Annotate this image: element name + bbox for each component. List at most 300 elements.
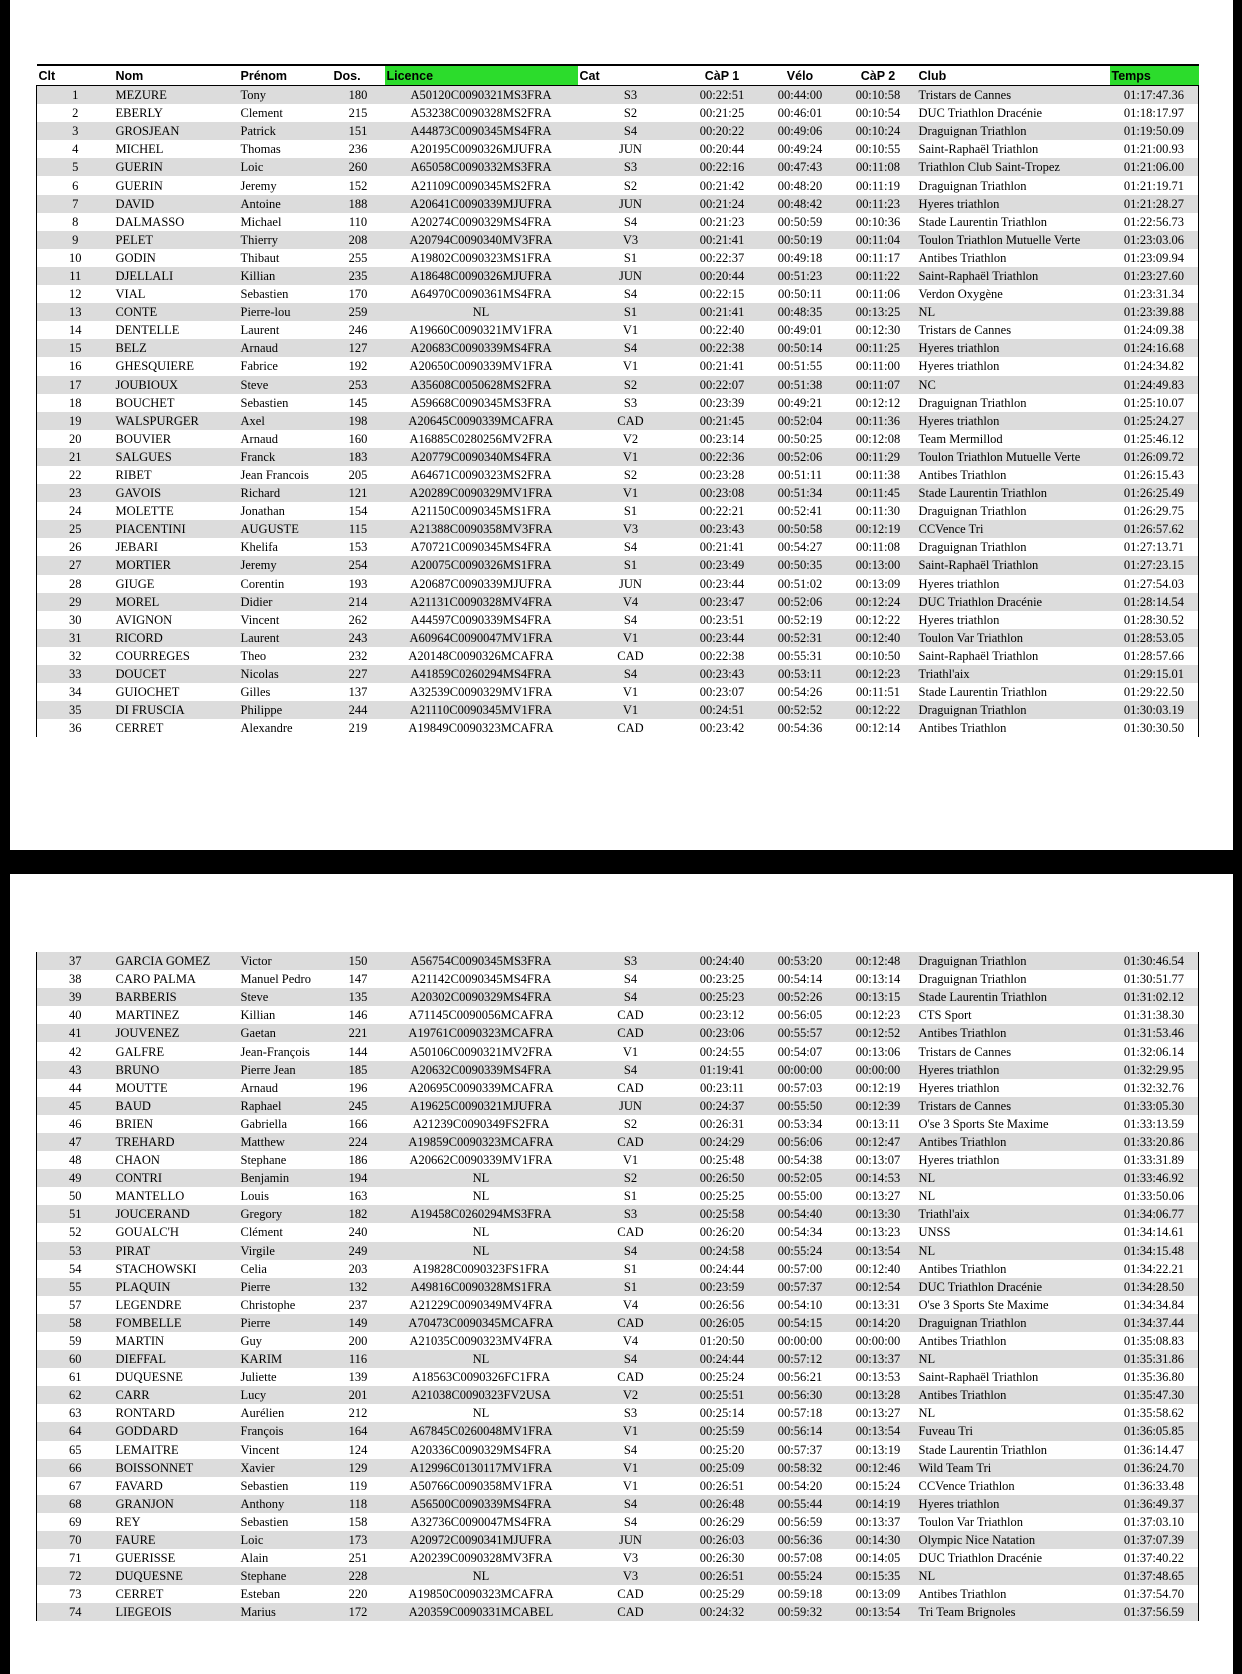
results-table-2 [36, 952, 1199, 1621]
club-cell: DUC Triathlon Dracénie [917, 593, 1110, 611]
lastname-cell: PLAQUIN [114, 1278, 239, 1296]
run2-cell: 00:13:54 [840, 1603, 917, 1621]
rank-cell: 59 [37, 1332, 114, 1350]
licence-cell: A20195C0090326MJUFRA [410, 142, 552, 157]
run2-cell: 00:11:23 [840, 195, 917, 213]
rank-cell: 41 [37, 1024, 114, 1042]
bib-cell: 194 [332, 1169, 385, 1187]
firstname-cell: Loic [239, 1531, 332, 1549]
lastname-cell: FAURE [114, 1531, 239, 1549]
lastname-cell: CHAON [115, 1153, 160, 1168]
licence-cell: A18563C0090326FC1FRA [411, 1370, 551, 1385]
bike-cell: 00:57:18 [777, 1406, 823, 1421]
bib-cell: 243 [332, 629, 385, 647]
rank-cell: 21 [37, 448, 114, 466]
rank-cell: 57 [37, 1296, 114, 1314]
firstname-cell: Theo [240, 648, 267, 663]
run1-cell: 00:25:51 [684, 1386, 761, 1404]
category-cell: S3 [578, 158, 684, 176]
firstname-cell: Alain [240, 1551, 269, 1566]
licence-cell: A20687C0090339MJUFRA [410, 576, 552, 591]
rank-cell: 25 [37, 520, 114, 538]
run1-cell: 00:21:23 [699, 214, 745, 229]
club-cell: Antibes Triathlon [917, 1133, 1110, 1151]
run1-cell: 00:23:11 [700, 1080, 744, 1095]
run1-cell: 00:21:25 [699, 106, 745, 121]
run1-cell: 00:24:55 [699, 1044, 745, 1059]
category-cell: S1 [623, 250, 638, 265]
lastname-cell: MARTINEZ [115, 1008, 180, 1023]
results-body-2 [37, 952, 1199, 1621]
category-cell: V1 [622, 1153, 639, 1168]
run1-cell: 00:21:42 [699, 178, 745, 193]
firstname-cell: Didier [239, 593, 332, 611]
lastname-cell: GARCIA GOMEZ [114, 952, 239, 970]
bike-cell: 00:54:07 [777, 1044, 823, 1059]
run2-cell: 00:13:27 [855, 1189, 901, 1204]
time-cell: 01:26:09.72 [1110, 448, 1199, 466]
club-cell: Draguignan Triathlon [918, 504, 1027, 519]
run1-cell: 00:21:45 [684, 412, 761, 430]
run1-cell: 00:26:05 [684, 1314, 761, 1332]
category-cell: S4 [578, 1495, 684, 1513]
bib-cell: 182 [332, 1205, 385, 1223]
licence-cell: A21229C0090349MV4FRA [409, 1297, 553, 1312]
firstname-cell: Axel [239, 412, 332, 430]
bib-cell: 160 [348, 431, 368, 446]
club-cell: DUC Triathlon Dracénie [918, 1551, 1043, 1566]
club-cell: Stade Laurentin Triathlon [918, 685, 1047, 700]
lastname-cell: BARBERIS [114, 988, 239, 1006]
bib-cell: 146 [348, 1008, 368, 1023]
time-cell: 01:35:08.83 [1110, 1332, 1199, 1350]
licence-cell: A12996C0130117MV1FRA [385, 1459, 578, 1477]
bib-cell: 224 [332, 1133, 385, 1151]
lastname-cell: GUERIN [115, 178, 163, 193]
rank-cell: 29 [37, 593, 114, 611]
table-row [37, 556, 1199, 574]
bib-cell: 139 [348, 1370, 368, 1385]
table-row [37, 1585, 1199, 1603]
run2-cell: 00:13:54 [840, 1422, 917, 1440]
club-cell: Stade Laurentin Triathlon [918, 1442, 1047, 1457]
table-row [37, 1006, 1199, 1024]
category-cell: V1 [622, 323, 639, 338]
bike-cell: 00:47:43 [761, 158, 840, 176]
run2-cell: 00:13:54 [840, 1242, 917, 1260]
category-cell: CAD [617, 1225, 644, 1240]
lastname-cell: JOUBIOUX [114, 376, 239, 394]
run1-cell: 01:20:50 [699, 1334, 745, 1349]
category-cell: CAD [578, 1603, 684, 1621]
lastname-cell: JEBARI [115, 540, 158, 555]
table-row [37, 1549, 1199, 1567]
firstname-cell: Fabrice [240, 359, 278, 374]
club-cell: Draguignan Triathlon [918, 178, 1027, 193]
club-cell: Saint-Raphaël Triathlon [918, 142, 1039, 157]
header-row [37, 65, 1199, 86]
licence-cell: A18648C0090326MJUFRA [385, 267, 578, 285]
firstname-cell: Louis [240, 1189, 269, 1204]
lastname-cell: GODDARD [114, 1422, 239, 1440]
club-cell: Hyeres triathlon [917, 412, 1110, 430]
rank-cell: 66 [37, 1459, 114, 1477]
bike-cell: 00:52:52 [761, 701, 840, 719]
time-cell: 01:27:13.71 [1110, 538, 1199, 556]
time-cell: 01:19:50.09 [1110, 122, 1199, 140]
table-row [37, 1386, 1199, 1404]
run1-cell: 00:24:40 [684, 952, 761, 970]
lastname-cell: DIEFFAL [114, 1350, 239, 1368]
club-cell: Draguignan Triathlon [917, 952, 1110, 970]
bib-cell: 186 [348, 1153, 368, 1168]
run1-cell: 00:25:58 [684, 1205, 761, 1223]
licence-cell: A65058C0090332MS3FRA [385, 158, 578, 176]
category-cell: V1 [622, 1044, 639, 1059]
time-cell: 01:26:15.43 [1110, 466, 1199, 484]
club-cell: Triathl'aix [917, 665, 1110, 683]
rank-cell: 24 [37, 502, 114, 520]
firstname-cell: Thierry [239, 231, 332, 249]
club-cell: Triathlon Club Saint-Tropez [917, 158, 1110, 176]
bike-cell: 00:57:03 [777, 1080, 823, 1095]
table-row [37, 1459, 1199, 1477]
run1-cell: 00:25:14 [699, 1406, 745, 1421]
club-cell: DUC Triathlon Dracénie [918, 106, 1043, 121]
table-row [37, 593, 1199, 611]
rank-cell: 74 [37, 1603, 114, 1621]
table-row [37, 1350, 1199, 1368]
rank-cell: 72 [37, 1567, 114, 1585]
lastname-cell: MEZURE [114, 86, 239, 105]
run2-cell: 00:13:25 [840, 303, 917, 321]
run2-cell: 00:10:55 [855, 142, 901, 157]
run1-cell: 00:20:22 [684, 122, 761, 140]
right-border [1233, 0, 1242, 1674]
bib-cell: 163 [348, 1189, 368, 1204]
run1-cell: 00:22:40 [699, 323, 745, 338]
time-cell: 01:34:06.77 [1110, 1205, 1199, 1223]
bike-cell: 00:44:00 [761, 86, 840, 105]
run2-cell: 00:11:29 [840, 448, 917, 466]
club-cell: Antibes Triathlon [918, 721, 1007, 736]
table-row [37, 412, 1199, 430]
time-cell: 01:37:03.10 [1110, 1513, 1199, 1531]
time-cell: 01:32:29.95 [1110, 1061, 1199, 1079]
firstname-cell: Nicolas [239, 665, 332, 683]
run1-cell: 01:19:41 [684, 1061, 761, 1079]
bike-cell: 00:51:02 [777, 576, 823, 591]
licence-cell: A19761C0090323MCAFRA [385, 1024, 578, 1042]
time-cell: 01:35:31.86 [1110, 1350, 1199, 1368]
table-row [37, 970, 1199, 988]
run1-cell: 00:25:20 [699, 1442, 745, 1457]
firstname-cell: Vincent [240, 612, 280, 627]
rank-cell: 4 [37, 140, 114, 158]
rank-cell: 23 [37, 484, 114, 502]
firstname-cell: Stephane [240, 1153, 287, 1168]
rank-cell: 11 [37, 267, 114, 285]
bike-cell: 00:50:11 [778, 287, 822, 302]
firstname-cell: Pierre-lou [239, 303, 332, 321]
bib-cell: 255 [348, 250, 368, 265]
run2-cell: 00:12:30 [855, 323, 901, 338]
table-row [37, 1513, 1199, 1531]
table-row [37, 611, 1199, 629]
bike-cell: 00:54:36 [777, 721, 823, 736]
category-cell: JUN [578, 195, 684, 213]
club-cell: Hyeres triathlon [918, 359, 1000, 374]
bib-cell: 110 [348, 214, 368, 229]
rank-cell: 38 [37, 970, 114, 988]
run2-cell: 00:10:58 [840, 86, 917, 105]
bike-cell: 00:52:06 [761, 593, 840, 611]
run1-cell: 00:25:59 [684, 1422, 761, 1440]
run1-cell: 00:25:23 [684, 988, 761, 1006]
bike-cell: 00:54:20 [777, 1478, 823, 1493]
licence-cell: A21131C0090328MV4FRA [385, 593, 578, 611]
time-cell: 01:36:14.47 [1110, 1441, 1199, 1459]
firstname-cell: Sebastien [240, 287, 289, 302]
time-cell: 01:37:48.65 [1110, 1567, 1199, 1585]
firstname-cell: Lucy [239, 1386, 332, 1404]
run2-cell: 00:10:24 [840, 122, 917, 140]
club-cell: Saint-Raphaël Triathlon [917, 267, 1110, 285]
run1-cell: 00:25:09 [684, 1459, 761, 1477]
bike-cell: 00:54:40 [761, 1205, 840, 1223]
club-cell: Antibes Triathlon [917, 1386, 1110, 1404]
firstname-cell: Killian [239, 267, 332, 285]
time-cell: 01:23:39.88 [1110, 303, 1199, 321]
bike-cell: 00:56:36 [761, 1531, 840, 1549]
run2-cell: 00:12:40 [855, 1261, 901, 1276]
lastname-cell: STACHOWSKI [115, 1261, 197, 1276]
time-cell: 01:35:47.30 [1110, 1386, 1199, 1404]
time-cell: 01:37:54.70 [1110, 1585, 1199, 1603]
run2-cell: 00:13:53 [855, 1370, 901, 1385]
rank-cell: 26 [37, 538, 114, 556]
run2-cell: 00:15:24 [855, 1478, 901, 1493]
run2-cell: 00:11:36 [840, 412, 917, 430]
club-cell: Draguignan Triathlon [918, 540, 1027, 555]
category-cell: V4 [622, 1297, 639, 1312]
time-cell: 01:36:24.70 [1110, 1459, 1199, 1477]
category-cell: V1 [578, 484, 684, 502]
rank-cell: 39 [37, 988, 114, 1006]
lastname-cell: PELET [114, 231, 239, 249]
category-cell: S3 [578, 952, 684, 970]
table-row [37, 629, 1199, 647]
bib-cell: 215 [348, 106, 368, 121]
licence-cell: A19660C0090321MV1FRA [409, 323, 553, 338]
run2-cell: 00:12:40 [840, 629, 917, 647]
bike-cell: 00:48:42 [761, 195, 840, 213]
bib-cell: 145 [348, 395, 368, 410]
run1-cell: 00:21:41 [684, 231, 761, 249]
firstname-cell: Sebastien [240, 395, 289, 410]
table-row [37, 1603, 1199, 1621]
header-clt: Clt [37, 65, 114, 86]
run2-cell: 00:11:06 [856, 287, 900, 302]
category-cell: JUN [578, 267, 684, 285]
time-cell: 01:33:46.92 [1110, 1169, 1199, 1187]
table-row [37, 1133, 1199, 1151]
category-cell: V1 [578, 1422, 684, 1440]
rank-cell: 28 [37, 575, 114, 593]
bib-cell: 259 [332, 303, 385, 321]
run2-cell: 00:13:09 [855, 576, 901, 591]
bike-cell: 00:55:00 [777, 1189, 823, 1204]
rank-cell: 30 [37, 611, 114, 629]
licence-cell: A53238C0090328MS2FRA [410, 106, 552, 121]
bib-cell: 185 [332, 1061, 385, 1079]
category-cell: V4 [578, 593, 684, 611]
bib-cell: 115 [332, 520, 385, 538]
rank-cell: 51 [37, 1205, 114, 1223]
table-row [37, 104, 1199, 122]
firstname-cell: Gregory [239, 1205, 332, 1223]
rank-cell: 3 [37, 122, 114, 140]
category-cell: S1 [623, 1189, 638, 1204]
results-page-1 [10, 0, 1233, 850]
run1-cell: 00:26:56 [699, 1297, 745, 1312]
bib-cell: 260 [332, 158, 385, 176]
bib-cell: 200 [348, 1334, 368, 1349]
time-cell: 01:24:49.83 [1110, 376, 1199, 394]
licence-cell: A19625C0090321MJUFRA [385, 1097, 578, 1115]
category-cell: CAD [578, 412, 684, 430]
run2-cell: 00:13:06 [855, 1044, 901, 1059]
bib-cell: 137 [348, 685, 368, 700]
run2-cell: 00:13:30 [840, 1205, 917, 1223]
club-cell: O'se 3 Sports Ste Maxime [918, 1297, 1049, 1312]
licence-cell: A59668C0090345MS3FRA [410, 395, 552, 410]
time-cell: 01:30:46.54 [1110, 952, 1199, 970]
time-cell: 01:36:05.85 [1110, 1422, 1199, 1440]
run1-cell: 00:23:42 [699, 721, 745, 736]
header-velo: Vélo [761, 65, 840, 86]
bib-cell: 132 [332, 1278, 385, 1296]
time-cell: 01:23:03.06 [1110, 231, 1199, 249]
bike-cell: 00:55:57 [761, 1024, 840, 1042]
lastname-cell: RICORD [114, 629, 239, 647]
firstname-cell: Sebastien [240, 1514, 289, 1529]
bike-cell: 00:51:23 [761, 267, 840, 285]
bike-cell: 00:56:30 [761, 1386, 840, 1404]
club-cell: Hyeres triathlon [917, 1061, 1110, 1079]
firstname-cell: Virgile [239, 1242, 332, 1260]
licence-cell: A44597C0090339MS4FRA [410, 612, 552, 627]
category-cell: V1 [578, 701, 684, 719]
rank-cell: 48 [37, 1151, 114, 1169]
club-cell: Tristars de Cannes [918, 323, 1012, 338]
header-prenom: Prénom [239, 65, 332, 86]
header-club: Club [917, 65, 1110, 86]
time-cell: 01:28:53.05 [1110, 629, 1199, 647]
run2-cell: 00:12:22 [855, 612, 901, 627]
category-cell: V3 [578, 520, 684, 538]
time-cell: 01:27:23.15 [1110, 556, 1199, 574]
bike-cell: 00:53:20 [761, 952, 840, 970]
table-row [37, 339, 1199, 357]
run1-cell: 00:20:44 [684, 267, 761, 285]
rank-cell: 69 [37, 1513, 114, 1531]
firstname-cell: Aurélien [240, 1406, 285, 1421]
run2-cell: 00:12:24 [840, 593, 917, 611]
time-cell: 01:23:09.94 [1110, 249, 1199, 267]
run2-cell: 00:15:35 [840, 1567, 917, 1585]
run2-cell: 00:11:08 [856, 540, 900, 555]
table-row [37, 430, 1199, 448]
club-cell: Toulon Triathlon Mutuelle Verte [917, 448, 1110, 466]
category-cell: S2 [623, 178, 638, 193]
bike-cell: 00:52:26 [761, 988, 840, 1006]
bib-cell: 227 [332, 665, 385, 683]
time-cell: 01:35:36.80 [1110, 1368, 1199, 1386]
time-cell: 01:28:57.66 [1110, 647, 1199, 665]
club-cell: NL [917, 1350, 1110, 1368]
time-cell: 01:37:56.59 [1110, 1603, 1199, 1621]
bike-cell: 00:58:32 [761, 1459, 840, 1477]
time-cell: 01:25:10.07 [1110, 394, 1199, 412]
time-cell: 01:37:07.39 [1110, 1531, 1199, 1549]
lastname-cell: CONTE [114, 303, 239, 321]
firstname-cell: Alexandre [240, 721, 293, 736]
time-cell: 01:29:22.50 [1110, 683, 1199, 701]
licence-cell: A21388C0090358MV3FRA [385, 520, 578, 538]
firstname-cell: Xavier [239, 1459, 332, 1477]
club-cell: Tri Team Brignoles [917, 1603, 1110, 1621]
lastname-cell: DALMASSO [115, 214, 185, 229]
bike-cell: 00:54:14 [777, 972, 823, 987]
table-row [37, 1115, 1199, 1133]
category-cell: V1 [622, 359, 639, 374]
table-row [37, 1223, 1199, 1241]
lastname-cell: MORTIER [114, 556, 239, 574]
run1-cell: 00:26:30 [699, 1551, 745, 1566]
rank-cell: 6 [37, 176, 114, 194]
table-row [37, 1151, 1199, 1169]
rank-cell: 53 [37, 1242, 114, 1260]
run1-cell: 00:24:44 [699, 1261, 745, 1276]
bib-cell: 249 [332, 1242, 385, 1260]
bib-cell: 166 [348, 1116, 368, 1131]
firstname-cell: Patrick [239, 122, 332, 140]
firstname-cell: Tony [239, 86, 332, 105]
licence-cell: A50120C0090321MS3FRA [385, 86, 578, 105]
firstname-cell: Killian [240, 1008, 276, 1023]
bib-cell: 173 [332, 1531, 385, 1549]
run1-cell: 00:23:06 [684, 1024, 761, 1042]
run1-cell: 00:23:47 [684, 593, 761, 611]
lastname-cell: GRANJON [114, 1495, 239, 1513]
firstname-cell: Stephane [239, 1567, 332, 1585]
category-cell: V2 [578, 1386, 684, 1404]
table-row [37, 285, 1199, 303]
run1-cell: 00:22:15 [699, 287, 745, 302]
run2-cell: 00:12:39 [840, 1097, 917, 1115]
bib-cell: 203 [348, 1261, 368, 1276]
firstname-cell: Steve [239, 988, 332, 1006]
category-cell: S4 [578, 339, 684, 357]
table-row [37, 647, 1199, 665]
lastname-cell: BELZ [114, 339, 239, 357]
table-row [37, 1242, 1199, 1260]
run2-cell: 00:12:23 [855, 1008, 901, 1023]
table-row [37, 1441, 1199, 1459]
bike-cell: 00:51:55 [777, 359, 823, 374]
club-cell: NL [917, 303, 1110, 321]
